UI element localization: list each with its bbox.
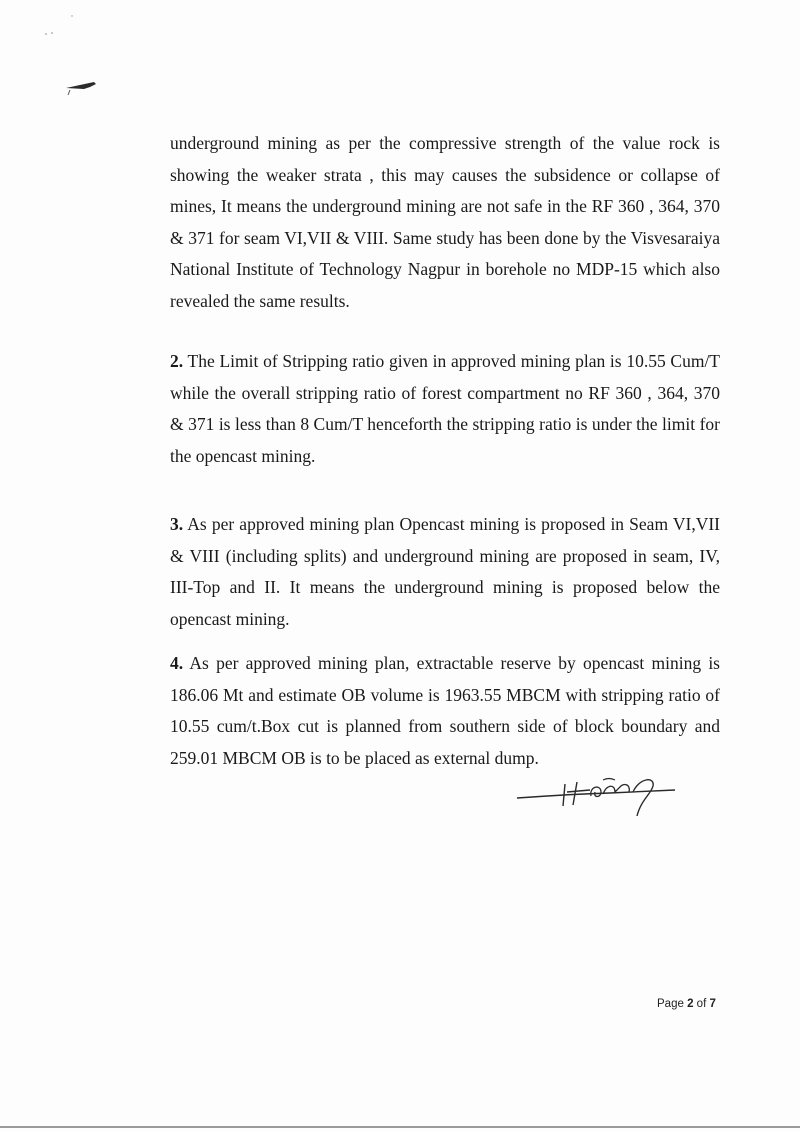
paragraph-4	[170, 648, 720, 774]
paragraph-1-text: underground mining as per the compressive strength of the value rock is showing the weaker strata , this may causes the subsidence or collapse of mines, It means the underground mining are not safe in the RF 360 , 364, 370 & 371 for seam VI,VII & VIII. Same study has been done by the Visvesaraiya National Institute of Technology Nagpur in borehole no MDP-15 which also revealed the same results.	[170, 133, 720, 311]
paragraph-2	[170, 346, 720, 472]
page-label: Page	[657, 998, 684, 1010]
page-number	[657, 998, 716, 1010]
paragraph-3	[170, 509, 720, 635]
paragraph-2-number: 2.	[170, 351, 184, 371]
handwritten-signature-icon	[515, 772, 680, 824]
of-label: of	[696, 998, 707, 1010]
paragraph-4-number: 4.	[170, 653, 184, 673]
scan-bottom-edge	[0, 1126, 800, 1128]
paragraph-3-text: As per approved mining plan Opencast mining is proposed in Seam VI,VII & VIII (including splits) and underground mining are proposed in seam, IV, III-Top and II. It means the underground mining is proposed below the opencast mining.	[170, 514, 720, 629]
paragraph-3-number: 3.	[170, 514, 184, 534]
paragraph-4-text: As per approved mining plan, extractable reserve by opencast mining is 186.06 Mt and estimate OB volume is 1963.55 MBCM with stripping ratio of 10.55 cum/t.Box cut is planned from southern side of block boundary and 259.01 MBCM OB is to be placed as external dump.	[170, 653, 720, 768]
current-page: 2	[687, 998, 694, 1010]
total-pages: 7	[709, 998, 716, 1010]
paragraph-2-text: The Limit of Stripping ratio given in approved mining plan is 10.55 Cum/T while the overall stripping ratio of forest compartment no RF 360 , 364, 370 & 371 is less than 8 Cum/T henceforth the stripping ratio is under the limit for the opencast mining.	[170, 351, 720, 466]
scan-artifact-mark-icon	[64, 78, 98, 98]
scan-dots-icon	[40, 12, 80, 42]
paragraph-1	[170, 128, 720, 317]
